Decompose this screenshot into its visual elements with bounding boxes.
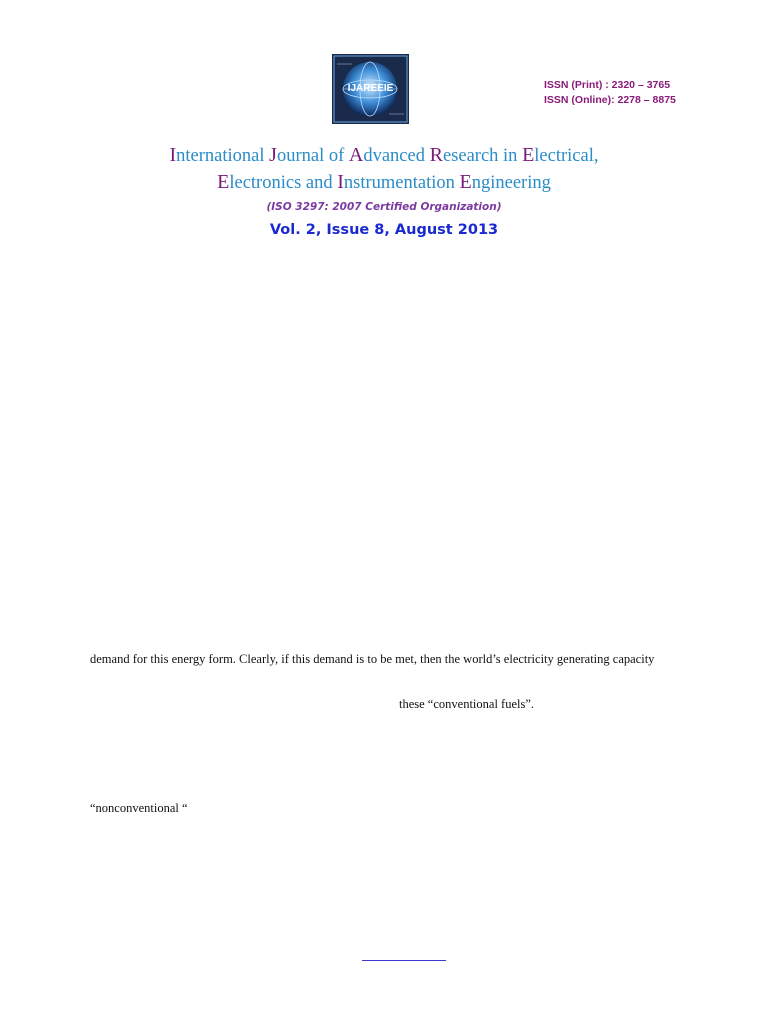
- journal-title-line-1: [0, 142, 768, 169]
- title-word: nstrumentation: [343, 173, 460, 193]
- title-word: lectronics and: [229, 173, 338, 193]
- logo-text: IJAREEIE: [347, 83, 394, 94]
- title-initial: J: [269, 144, 277, 166]
- journal-logo: [332, 54, 409, 124]
- title-initial: A: [348, 144, 364, 166]
- volume-issue: Vol. 2, Issue 8, August 2013: [269, 222, 499, 238]
- title-word: nternational: [176, 146, 270, 166]
- body-text-line: “nonconventional “: [90, 801, 188, 815]
- title-word: dvanced: [363, 146, 430, 166]
- issn-print: ISSN (Print) : 2320 – 3765: [544, 79, 671, 91]
- body-text-line: demand for this energy form. Clearly, if this demand is to be met, then the world’s electricity generating capacity: [90, 652, 655, 666]
- issn-online: ISSN (Online): 2278 – 8875: [544, 94, 676, 106]
- title-word: esearch in: [442, 146, 523, 166]
- title-word: ngineering: [471, 173, 551, 193]
- title-initial: E: [217, 171, 230, 193]
- title-word: ournal of: [276, 146, 349, 166]
- title-initial: I: [337, 171, 344, 193]
- journal-title: [0, 142, 768, 196]
- title-initial: E: [459, 171, 472, 193]
- certification-note: (ISO 3297: 2007 Certified Organization): [266, 201, 502, 213]
- journal-title-line-2: [0, 169, 768, 196]
- footnote-separator: [362, 960, 446, 961]
- issn-block: [544, 78, 676, 108]
- title-initial: I: [169, 144, 177, 166]
- title-word: lectrical,: [534, 146, 599, 166]
- title-initial: R: [429, 144, 443, 166]
- title-initial: E: [522, 144, 535, 166]
- body-text-line: these “conventional fuels”.: [399, 697, 535, 711]
